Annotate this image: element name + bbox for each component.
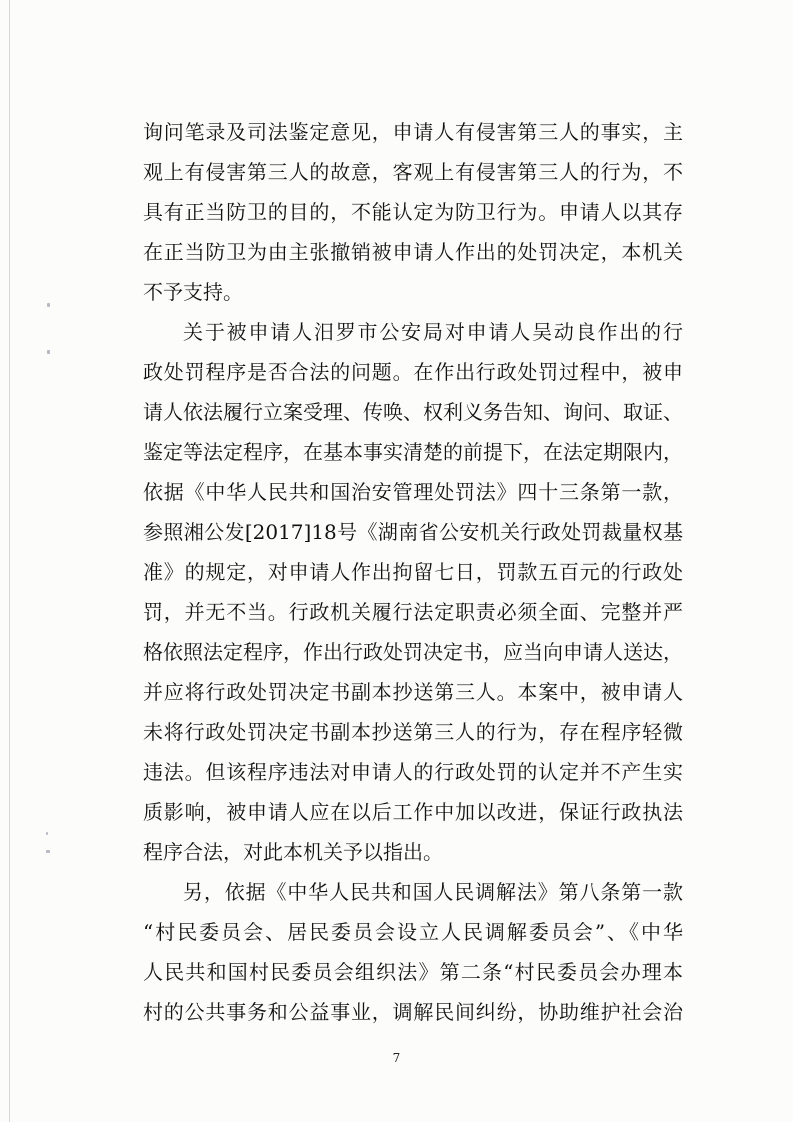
text-line: 在正当防卫为由主张撤销被申请人作出的处罚决定，本机关 — [143, 240, 683, 264]
text-line: 参照湘公发[2017]18号《湖南省公安机关行政处罚裁量权基 — [143, 520, 683, 544]
text-line: 鉴定等法定程序，在基本事实清楚的前提下，在法定期限内， — [143, 440, 683, 464]
scan-speck — [47, 303, 50, 307]
text-line: 依据《中华人民共和国治安管理处罚法》四十三条第一款， — [143, 480, 683, 504]
text-line: 关于被申请人汨罗市公安局对申请人吴动良作出的行 — [183, 320, 683, 344]
text-line: 程序合法，对此本机关予以指出。 — [143, 840, 443, 864]
text-line: 违法。但该程序违法对申请人的行政处罚的认定并不产生实 — [143, 760, 683, 784]
text-line: 人民共和国村民委员会组织法》第二条“村民委员会办理本 — [143, 960, 683, 984]
text-line: 并应将行政处罚决定书副本抄送第三人。本案中，被申请人 — [143, 680, 683, 704]
text-line: 询问笔录及司法鉴定意见，申请人有侵害第三人的事实，主 — [143, 120, 683, 144]
text-line: 政处罚程序是否合法的问题。在作出行政处罚过程中，被申 — [143, 360, 683, 384]
text-line: 村的公共事务和公益事业，调解民间纠纷，协助维护社会治 — [143, 1000, 683, 1024]
page-number: 7 — [392, 1051, 401, 1065]
text-line: 格依照法定程序，作出行政处罚决定书，应当向申请人送达， — [143, 640, 683, 664]
text-line: 具有正当防卫的目的，不能认定为防卫行为。申请人以其存 — [143, 200, 683, 224]
text-line: “村民委员会、居民委员会设立人民调解委员会”、《中华 — [143, 920, 683, 944]
scan-speck — [47, 350, 50, 354]
text-line: 准》的规定，对申请人作出拘留七日，罚款五百元的行政处 — [143, 560, 683, 584]
text-line: 罚，并无不当。行政机关履行法定职责必须全面、完整并严 — [143, 600, 683, 624]
text-line: 质影响，被申请人应在以后工作中加以改进，保证行政执法 — [143, 800, 683, 824]
scan-speck — [46, 850, 50, 853]
text-line: 观上有侵害第三人的故意，客观上有侵害第三人的行为，不 — [143, 160, 683, 184]
text-line: 未将行政处罚决定书副本抄送第三人的行为，存在程序轻微 — [143, 720, 683, 744]
document-body — [143, 112, 683, 1032]
scan-edge-line — [9, 0, 10, 1122]
text-line: 另，依据《中华人民共和国人民调解法》第八条第一款 — [183, 880, 683, 904]
text-line: 不予支持。 — [143, 280, 243, 304]
text-line: 请人依法履行立案受理、传唤、权利义务告知、询问、取证、 — [143, 400, 683, 424]
scan-speck — [46, 832, 48, 835]
